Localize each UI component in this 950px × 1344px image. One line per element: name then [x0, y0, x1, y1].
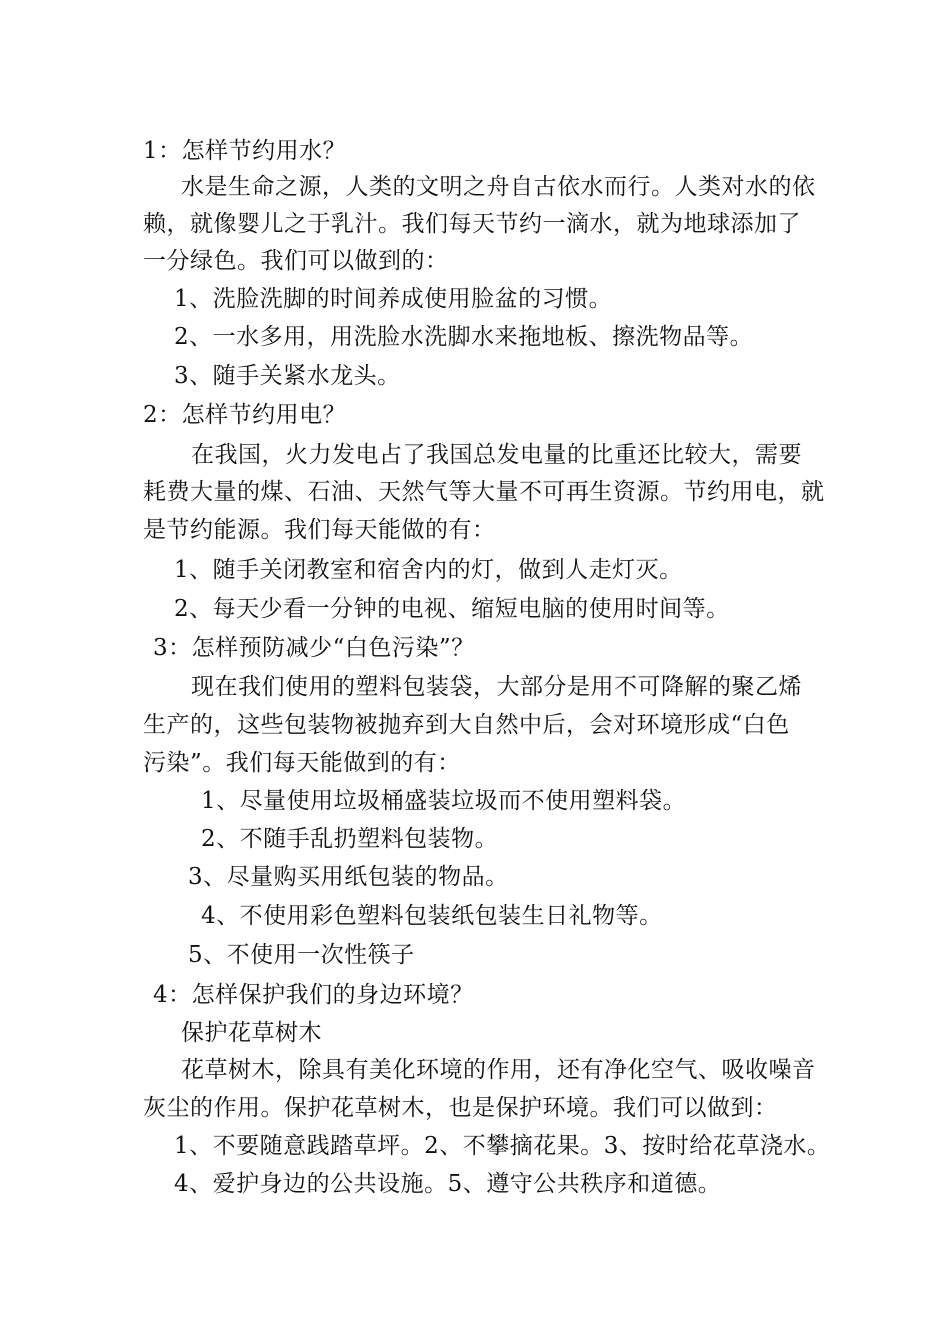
section-1-paragraph-line-2: 赖，就像婴儿之于乳汁。我们每天节约一滴水，就为地球添加了 — [143, 211, 801, 237]
section-3-paragraph-line-2: 生产的，这些包装物被抛弃到大自然中后，会对环境形成“白色 — [143, 712, 790, 738]
section-3-list-item-3: 3、尽量购买用纸包装的物品。 — [188, 864, 509, 890]
section-3-list-item-4: 4、不使用彩色塑料包装纸包装生日礼物等。 — [201, 903, 663, 929]
section-2-paragraph-line-2: 耗费大量的煤、石油、天然气等大量不可再生资源。节约用电，就 — [143, 479, 825, 505]
section-1-list-item-2: 2、一水多用，用洗脸水洗脚水来拖地板、擦洗物品等。 — [174, 324, 754, 350]
section-1-paragraph-line-1: 水是生命之源，人类的文明之舟自古依水而行。人类对水的依 — [181, 174, 816, 200]
section-4-paragraph-line-2: 灰尘的作用。保护花草树木，也是保护环境。我们可以做到： — [143, 1095, 778, 1121]
section-2-list-item-2: 2、每天少看一分钟的电视、缩短电脑的使用时间等。 — [174, 596, 730, 622]
section-3-list-item-2: 2、不随手乱扔塑料包装物。 — [201, 826, 499, 852]
section-1-heading: 1：怎样节约用水？ — [143, 138, 347, 164]
section-1-paragraph-line-3: 一分绿色。我们可以做到的： — [143, 248, 449, 274]
section-4-paragraph-line-1: 花草树木，除具有美化环境的作用，还有净化空气、吸收噪音 — [181, 1057, 816, 1083]
section-1-list-item-1: 1、洗脸洗脚的时间养成使用脸盆的习惯。 — [174, 286, 613, 312]
section-2-list-item-1: 1、随手关闭教室和宿舍内的灯，做到人走灯灭。 — [174, 557, 683, 583]
section-4-subheading: 保护花草树木 — [181, 1020, 322, 1046]
section-4-heading: 4：怎样保护我们的身边环境？ — [153, 982, 474, 1008]
section-3-list-item-5: 5、不使用一次性筷子 — [188, 942, 415, 968]
section-3-list-item-1: 1、尽量使用垃圾桶盛装垃圾而不使用塑料袋。 — [201, 788, 687, 814]
section-4-list-line-2: 4、爱护身边的公共设施。5、遵守公共秩序和道德。 — [174, 1171, 722, 1197]
section-2-paragraph-line-1: 在我国，火力发电占了我国总发电量的比重还比较大，需要 — [191, 442, 802, 468]
section-2-heading: 2：怎样节约用电？ — [143, 402, 347, 428]
section-2-paragraph-line-3: 是节约能源。我们每天能做的有： — [143, 517, 496, 543]
section-3-paragraph-line-1: 现在我们使用的塑料包装袋，大部分是用不可降解的聚乙烯 — [191, 674, 802, 700]
section-1-list-item-3: 3、随手关紧水龙头。 — [174, 363, 401, 389]
section-3-paragraph-line-3: 污染”。我们每天能做到的有： — [143, 750, 461, 776]
section-4-list-line-1: 1、不要随意践踏草坪。2、不攀摘花果。3、按时给花草浇水。 — [174, 1133, 831, 1159]
section-3-heading: 3：怎样预防减少“白色污染”？ — [153, 635, 475, 661]
